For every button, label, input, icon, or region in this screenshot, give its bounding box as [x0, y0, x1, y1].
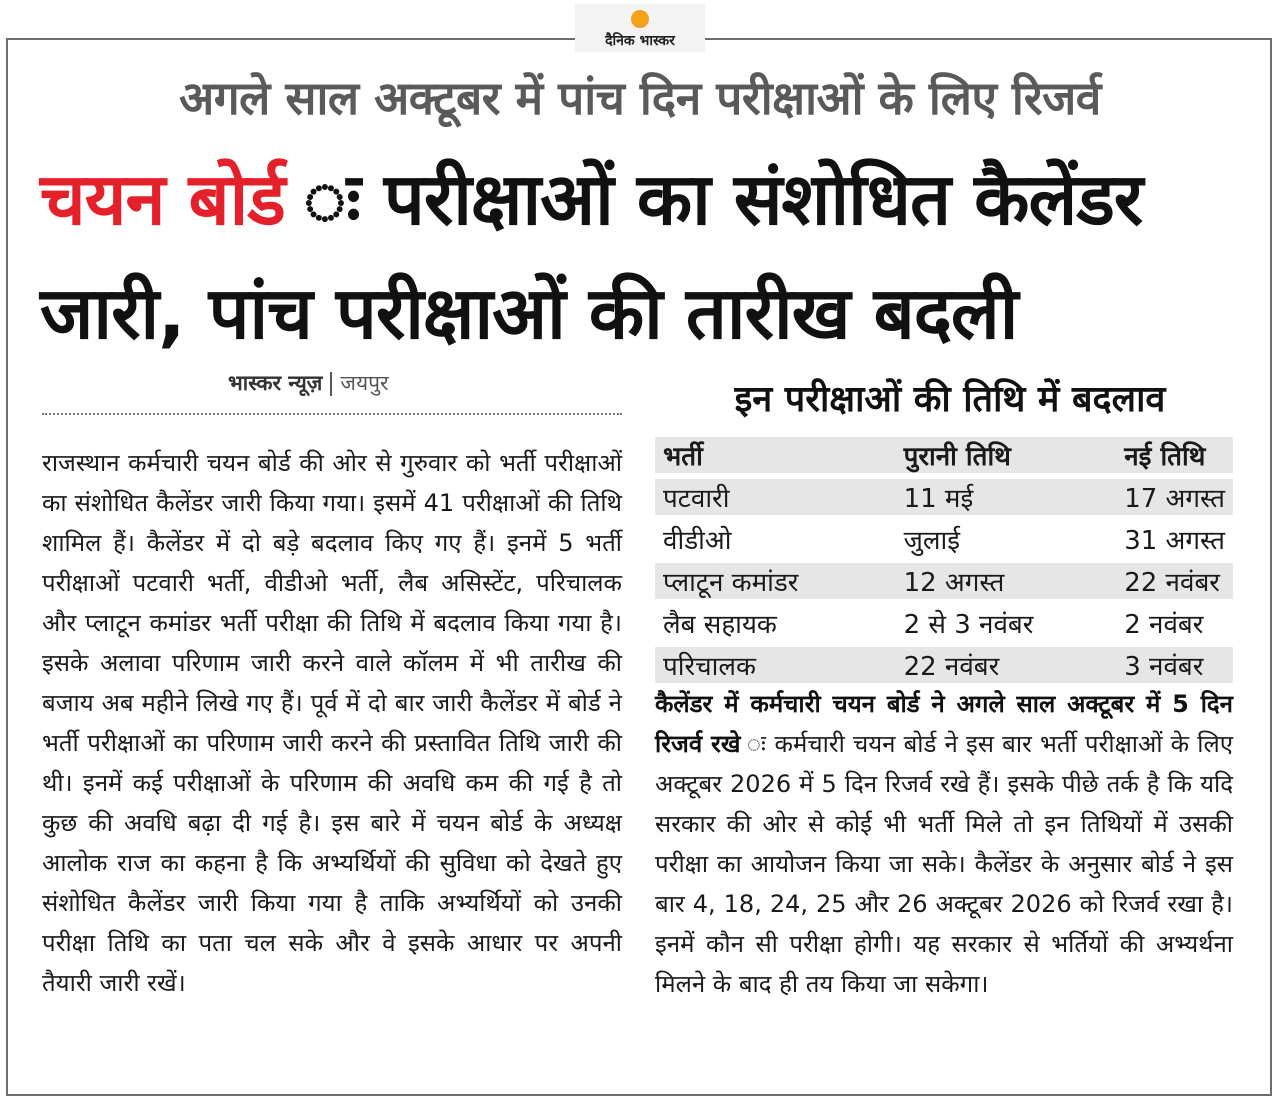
table-row	[655, 563, 1233, 599]
cell-new-date: 3 नवंबर	[1116, 647, 1233, 683]
byline-agency: भास्कर न्यूज़	[228, 371, 323, 395]
headline-line-1	[40, 148, 1250, 246]
sidebar-subhead: कैलेंडर में कर्मचारी चयन बोर्ड ने अगले साल अक्टूबर में 5 दिन रिजर्व रखे	[655, 690, 1233, 758]
cell-new-date: 31 अगस्त	[1116, 521, 1233, 557]
cell-exam: परिचालक	[655, 647, 896, 683]
sidebar-text: कर्मचारी चयन बोर्ड ने इस बार भर्ती परीक्षाओं के लिए अक्टूबर 2026 में 5 दिन रिजर्व रखे हैं। इसके पीछे तर्क है कि यदि सरकार की ओर से कोई भी भर्ती मिले तो इन तिथियों में उसकी परीक्षा का आयोजन किया जा सके। कैलेंडर के अनुसार बोर्ड ने इस बार 4, 18, 24, 25 और 26 अक्टूबर 2026 को रिजर्व रखा है। इनमें कौन सी परीक्षा होगी। यह सरकार से भर्तियों की अभ्यर्थना मिलने के बाद ही तय किया जा सकेगा।	[655, 730, 1233, 998]
byline-city: जयपुर	[340, 371, 389, 395]
kicker-headline: अगले साल अक्टूबर में पांच दिन परीक्षाओं के लिए रिजर्व	[179, 71, 1101, 125]
table-title: इन परीक्षाओं की तिथि में बदलाव	[734, 379, 1166, 420]
headline-tag: चयन बोर्ड	[40, 157, 285, 241]
cell-old-date: 12 अगस्त	[896, 563, 1117, 599]
date-change-table	[655, 431, 1233, 689]
sun-icon	[631, 10, 649, 28]
table-row	[655, 479, 1233, 515]
header-exam: भर्ती	[655, 437, 896, 473]
cell-new-date: 17 अगस्त	[1116, 479, 1233, 515]
sidebar-story	[655, 684, 1233, 1004]
cell-new-date: 22 नवंबर	[1116, 563, 1233, 599]
cell-old-date: जुलाई	[896, 521, 1117, 557]
logo-text: दैनिक भास्कर	[605, 33, 675, 49]
cell-old-date: 2 से 3 नवंबर	[896, 605, 1117, 641]
cell-old-date: 22 नवंबर	[896, 647, 1117, 683]
byline	[228, 369, 389, 397]
cell-exam: लैब सहायक	[655, 605, 896, 641]
header-old-date: पुरानी तिथि	[896, 437, 1117, 473]
masthead-logo	[575, 4, 705, 52]
cell-exam: वीडीओ	[655, 521, 896, 557]
header-new-date: नई तिथि	[1116, 437, 1233, 473]
table-row	[655, 647, 1233, 683]
byline-divider	[330, 372, 332, 396]
dotted-divider	[42, 413, 622, 415]
article-body: राजस्थान कर्मचारी चयन बोर्ड की ओर से गुरुवार को भर्ती परीक्षाओं का संशोधित कैलेंडर जारी किया गया। इसमें 41 परीक्षाओं की तिथि शामिल हैं। कैलेंडर में दो बड़े बदलाव किए गए हैं। इनमें 5 भर्ती परीक्षाओं पटवारी भर्ती, वीडीओ भर्ती, लैब असिस्टेंट, परिचालक और प्लाटून कमांडर भर्ती परीक्षा की तिथि में बदलाव किया गया है। इसके अलावा परिणाम जारी करने वाले कॉलम में भी तारीख की बजाय अब महीने लिखे गए हैं। पूर्व में दो बार जारी कैलेंडर में बोर्ड ने भर्ती परीक्षाओं का परिणाम जारी करने की प्रस्तावित तिथि जारी की थी। इनमें कई परीक्षाओं के परिणाम की अवधि कम की गई है तो कुछ की अवधि बढ़ा दी गई है। इस बारे में चयन बोर्ड के अध्यक्ष आलोक राज का कहना है कि अभ्यर्थियों की सुविधा को देखते हुए संशोधित कैलेंडर जारी किया गया है ताकि अभ्यर्थियों को उनकी परीक्षा तिथि का पता चल सके और वे इसके आधार पर अपनी तैयारी जारी रखें।	[42, 449, 622, 997]
table-row	[655, 521, 1233, 557]
table-header-row	[655, 437, 1233, 473]
cell-exam: प्लाटून कमांडर	[655, 563, 896, 599]
table-row	[655, 605, 1233, 641]
cell-new-date: 2 नवंबर	[1116, 605, 1233, 641]
cell-exam: पटवारी	[655, 479, 896, 515]
headline-line-1-text: परीक्षाओं का संशोधित कैलेंडर	[383, 157, 1143, 241]
headline-line-2: जारी, पांच परीक्षाओं की तारीख बदली	[40, 271, 1018, 355]
cell-old-date: 11 मई	[896, 479, 1117, 515]
